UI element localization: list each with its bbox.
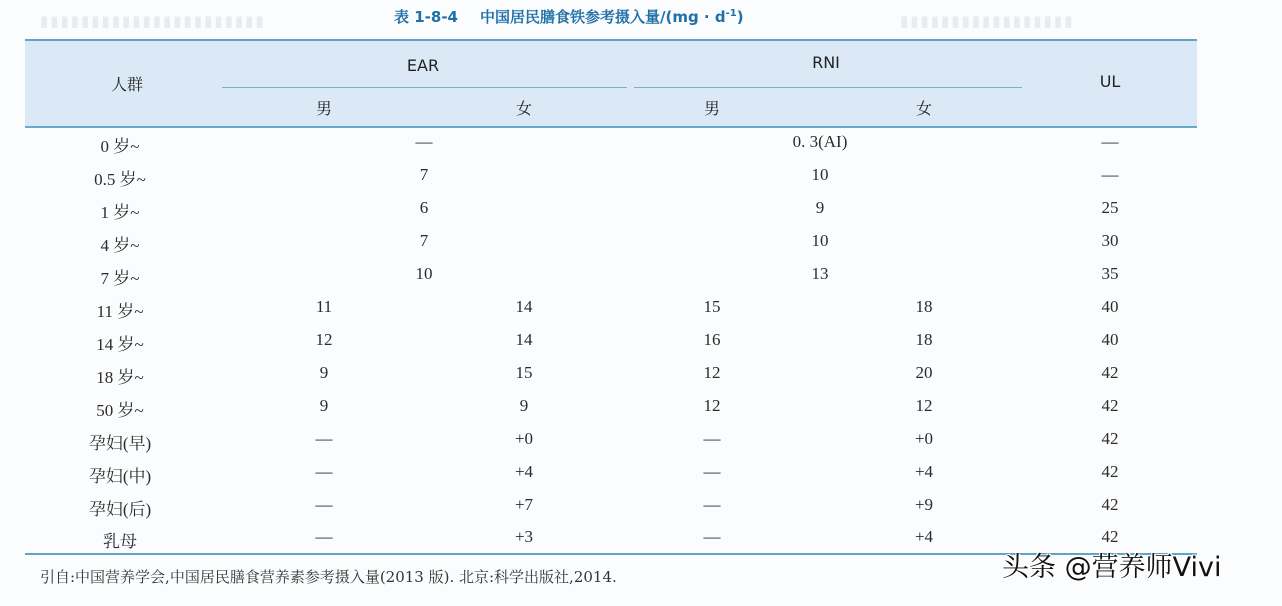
ul-cell: 42 [1101,396,1119,415]
table-title: 表 1-8-4 中国居民膳食铁参考摄入量$/(mg \cdot d^{-1})$ [394,8,744,26]
ear-female-cell: +3 [514,527,534,546]
bleed-through-text: ▮▮▮▮▮▮▮▮▮▮▮▮▮▮▮▮▮▮▮▮▮▮ [40,12,266,30]
rni-male-cell: 12 [703,396,721,415]
rni-cell: 0. 3(AI) [792,132,848,151]
header-rni-male: 男 [703,99,721,118]
rni-female-cell: 18 [915,330,933,349]
table-footnote: 引自:中国营养学会,中国居民膳食营养素参考摄入量(2013 版). 北京:科学出版社,2014. [40,568,617,586]
rni-male-cell: — [703,527,721,546]
table-title-text: 中国居民膳食铁参考摄入量/(mg · d [480,8,726,26]
ul-cell: 42 [1101,462,1119,481]
group-cell: 孕妇(中) [88,467,152,486]
table-row [0,132,1282,165]
ear-header-underline [222,87,627,88]
ul-cell: 42 [1101,363,1119,382]
table-row [0,495,1282,528]
ul-cell: — [1101,132,1119,151]
ul-cell: 40 [1101,297,1119,316]
ul-cell: 30 [1101,231,1119,250]
unit-superscript: -1 [725,8,737,19]
rni-female-cell: +0 [914,429,934,448]
group-cell: 14 岁~ [96,335,144,354]
group-cell: 50 岁~ [96,401,144,420]
ear-male-cell: 12 [315,330,333,349]
rni-male-cell: — [703,462,721,481]
ul-cell: 40 [1101,330,1119,349]
ul-cell: 42 [1101,527,1119,546]
ear-cell: 10 [415,264,433,283]
group-cell: 乳母 [103,532,137,551]
bleed-through-text: ▮▮▮▮▮▮▮▮▮▮▮▮▮▮▮▮▮ [900,12,1075,30]
ear-female-cell: 14 [515,330,533,349]
watermark: 头条 @营养师Vivi [1002,552,1222,583]
group-cell: 孕妇(后) [88,500,152,519]
ear-female-cell: +7 [514,495,534,514]
group-cell: 4 岁~ [100,236,140,255]
table-row [0,165,1282,198]
table-header [25,41,1197,126]
ear-cell: — [415,132,433,151]
rni-cell: 10 [811,231,829,250]
ear-male-cell: — [315,429,333,448]
ear-male-cell: — [315,462,333,481]
rni-female-cell: 12 [915,396,933,415]
header-ear: EAR [406,56,440,75]
group-cell: 1 岁~ [100,203,140,222]
group-cell: 18 岁~ [96,368,144,387]
table-row [0,396,1282,429]
ear-cell: 7 [419,165,429,184]
rni-cell: 10 [811,165,829,184]
table-row [0,264,1282,297]
ear-female-cell: +0 [514,429,534,448]
rni-female-cell: +4 [914,527,934,546]
rni-cell: 13 [811,264,829,283]
rni-female-cell: +4 [914,462,934,481]
table-row [0,198,1282,231]
ear-cell: 7 [419,231,429,250]
table-row [0,429,1282,462]
ear-female-cell: 14 [515,297,533,316]
rni-female-cell: 18 [915,297,933,316]
group-cell: 0.5 岁~ [94,170,146,189]
rni-male-cell: 15 [703,297,721,316]
ear-cell: 6 [419,198,429,217]
ear-female-cell: 15 [515,363,533,382]
ul-cell: — [1101,165,1119,184]
table-row [0,363,1282,396]
rni-header-underline [634,87,1022,88]
ear-male-cell: — [315,527,333,546]
group-cell: 0 岁~ [100,137,140,156]
rni-male-cell: 16 [703,330,721,349]
header-bottom-rule [25,126,1197,128]
rni-male-cell: — [703,495,721,514]
rni-female-cell: +9 [914,495,934,514]
ear-female-cell: 9 [519,396,529,415]
header-ul: UL [1099,72,1121,91]
rni-male-cell: — [703,429,721,448]
rni-male-cell: 12 [703,363,721,382]
ear-male-cell: 9 [319,396,329,415]
group-cell: 7 岁~ [100,269,140,288]
table-row [0,330,1282,363]
ear-male-cell: — [315,495,333,514]
header-group: 人群 [110,75,144,94]
ul-cell: 25 [1101,198,1119,217]
ul-cell: 35 [1101,264,1119,283]
ear-female-cell: +4 [514,462,534,481]
group-cell: 孕妇(早) [88,434,152,453]
ul-cell: 42 [1101,495,1119,514]
ear-male-cell: 11 [315,297,333,316]
table-row [0,231,1282,264]
header-ear-female: 女 [515,99,533,118]
ul-cell: 42 [1101,429,1119,448]
ear-male-cell: 9 [319,363,329,382]
header-rni-female: 女 [915,99,933,118]
table-number: 表 1-8-4 [394,8,458,26]
header-rni: RNI [812,53,840,72]
rni-cell: 9 [815,198,825,217]
header-ear-male: 男 [315,99,333,118]
table-row [0,462,1282,495]
table-row [0,297,1282,330]
group-cell: 11 岁~ [96,302,144,321]
rni-female-cell: 20 [915,363,933,382]
